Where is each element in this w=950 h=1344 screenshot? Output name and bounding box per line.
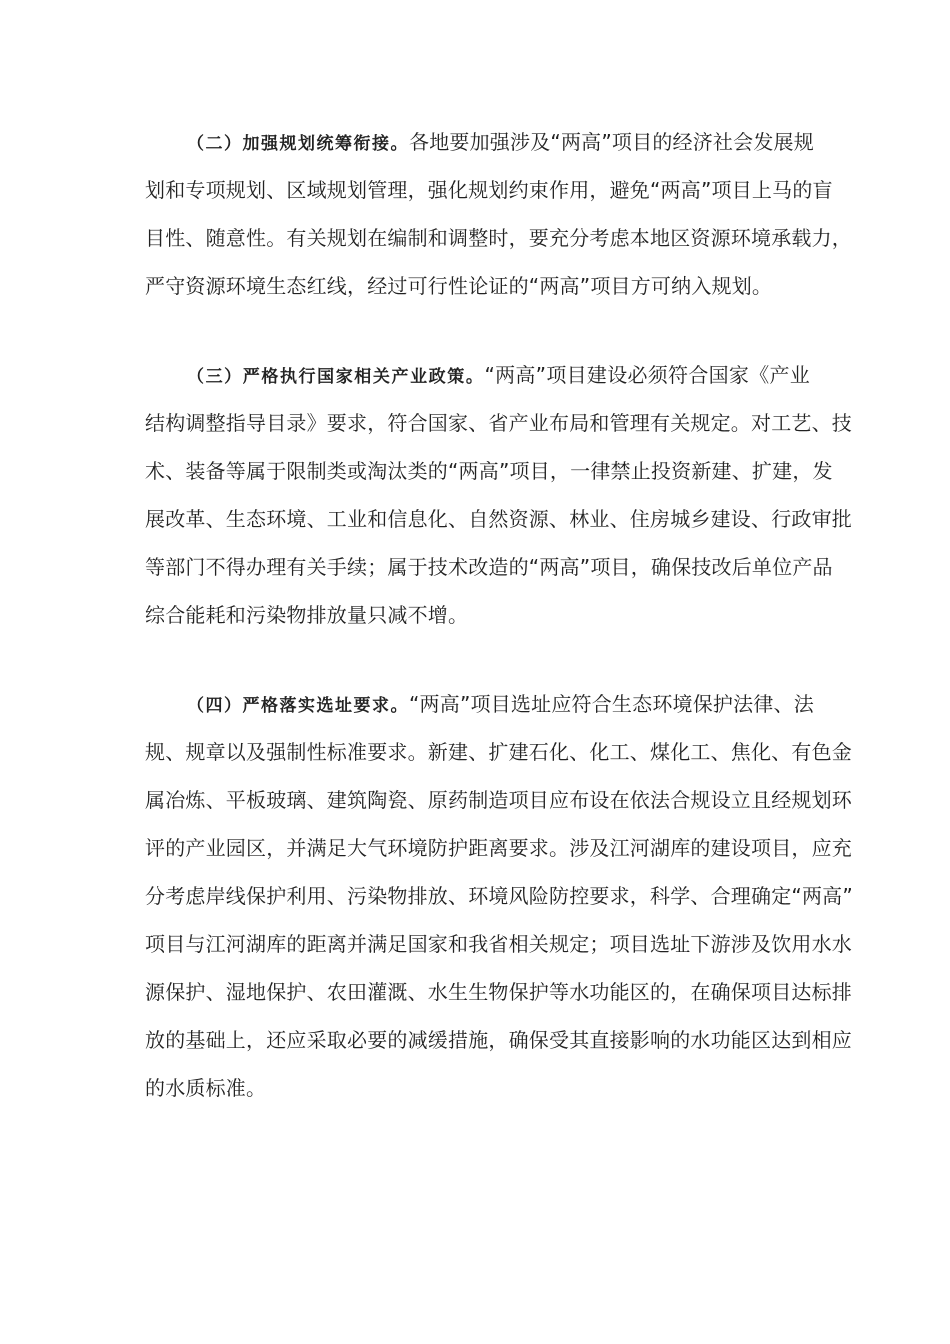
paragraph-text: “两高”项目建设必须符合国家《产业: [484, 363, 810, 387]
paragraph-line: 项目与江河湖库的距离并满足国家和我省相关规定；项目选址下游涉及饮用水水: [145, 932, 852, 956]
document-page: [145, 118, 853, 1153]
paragraph-industry-policy: [145, 351, 852, 639]
paragraph-line: 综合能耗和污染物排放量只减不增。: [145, 603, 469, 627]
section-heading: （四）严格落实选址要求。: [187, 696, 409, 716]
paragraph-first-line: [145, 680, 814, 728]
paragraph-line: 等部门不得办理有关手续；属于技术改造的“两高”项目，确保技改后单位产品: [145, 555, 833, 579]
paragraph-planning: [145, 118, 852, 310]
paragraph-line: 属冶炼、平板玻璃、建筑陶瓷、原药制造项目应布设在依法合规设立且经规划环: [145, 788, 852, 812]
paragraph-line: 评的产业园区，并满足大气环境防护距离要求。涉及江河湖库的建设项目，应充: [145, 836, 852, 860]
paragraph-line: 分考虑岸线保护利用、污染物排放、环境风险防控要求，科学、合理确定“两高”: [145, 884, 853, 908]
section-heading: （三）严格执行国家相关产业政策。: [187, 367, 485, 387]
paragraph-line: 放的基础上，还应采取必要的减缓措施，确保受其直接影响的水功能区达到相应: [145, 1028, 852, 1052]
paragraph-line: 目性、随意性。有关规划在编制和调整时，要充分考虑本地区资源环境承载力，: [145, 226, 852, 250]
paragraph-line: 划和专项规划、区域规划管理，强化规划约束作用，避免“两高”项目上马的盲: [145, 178, 833, 202]
paragraph-line: 的水质标准。: [145, 1076, 267, 1100]
paragraph-first-line: [145, 118, 814, 166]
paragraph-line: 严守资源环境生态红线，经过可行性论证的“两高”项目方可纳入规划。: [145, 274, 773, 298]
paragraph-line: 规、规章以及强制性标准要求。新建、扩建石化、化工、煤化工、焦化、有色金: [145, 740, 852, 764]
section-heading: （二）加强规划统筹衔接。: [187, 134, 409, 154]
paragraph-text: 各地要加强涉及“两高”项目的经济社会发展规: [409, 130, 814, 154]
paragraph-first-line: [145, 351, 810, 399]
paragraph-site-selection: [145, 680, 853, 1112]
paragraph-text: “两高”项目选址应符合生态环境保护法律、法: [409, 692, 814, 716]
paragraph-line: 源保护、湿地保护、农田灌溉、水生生物保护等水功能区的，在确保项目达标排: [145, 980, 852, 1004]
paragraph-line: 术、装备等属于限制类或淘汰类的“两高”项目，一律禁止投资新建、扩建，发: [145, 459, 833, 483]
paragraph-line: 结构调整指导目录》要求，符合国家、省产业布局和管理有关规定。对工艺、技: [145, 411, 852, 435]
paragraph-line: 展改革、生态环境、工业和信息化、自然资源、林业、住房城乡建设、行政审批: [145, 507, 852, 531]
